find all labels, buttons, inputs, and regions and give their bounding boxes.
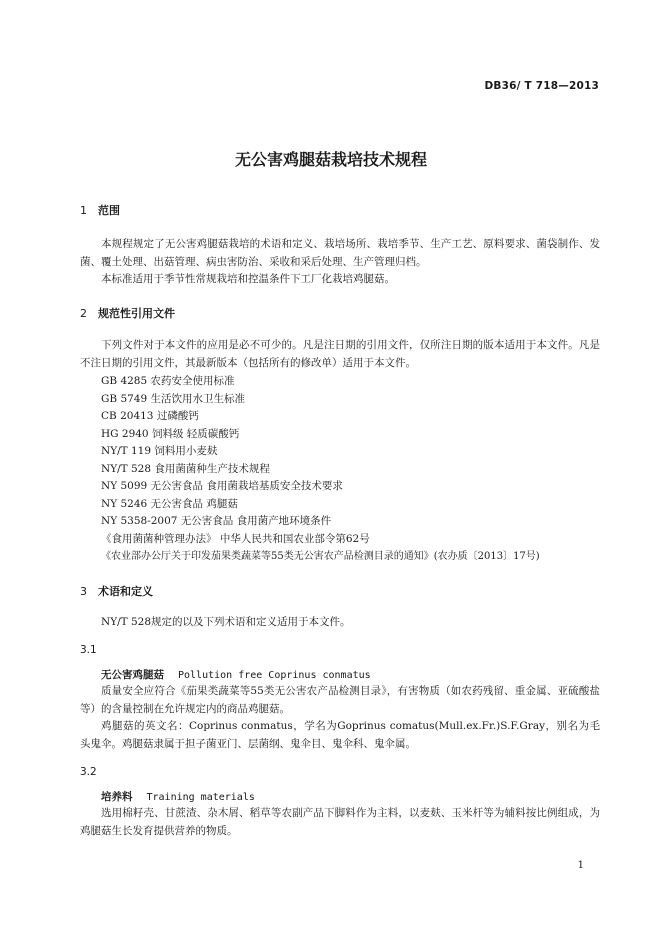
reference-item: GB 4285 农药安全使用标准 bbox=[101, 375, 235, 387]
page-number: 1 bbox=[577, 860, 584, 871]
section-3-heading bbox=[80, 583, 153, 599]
reference-item: GB 5749 生活饮用水卫生标准 bbox=[101, 392, 246, 405]
section-number: 3 bbox=[80, 585, 87, 598]
term-english: Training materials bbox=[146, 792, 255, 803]
term-3-1 bbox=[101, 667, 371, 682]
section-number: 1 bbox=[80, 204, 87, 217]
subsection-3-2-number: 3.2 bbox=[80, 766, 97, 778]
term-3-1-paragraph-2: 鸡腿菇的英文名：Coprinus conmatus，学名为Goprinus comatus(Mull.ex.Fr.)S.F.Gray，别名为毛头鬼伞。鸡腿菇隶属于担子菌亚门、层菌纲、鬼伞目、鬼伞科、鬼伞属。 bbox=[80, 720, 600, 750]
term-3-1-paragraph-1: 质量安全应符合《茄果类蔬菜等55类无公害农产品检测目录》，有害物质（如农药残留、重金属、亚硫酸盐等）的含量控制在允许规定内的商品鸡腿菇。 bbox=[80, 685, 600, 715]
section-2-heading bbox=[80, 305, 175, 321]
term-chinese: 培养料 bbox=[101, 791, 133, 803]
section-1-heading bbox=[80, 202, 120, 218]
section-title: 范围 bbox=[98, 204, 120, 217]
section-number: 2 bbox=[80, 307, 87, 320]
term-3-2-paragraph-1: 选用棉籽壳、甘蔗渣、杂木屑、稻草等农副产品下脚料作为主料，以麦麸、玉米杆等为辅料按比例组成，为鸡腿菇生长发育提供营养的物质。 bbox=[80, 807, 600, 837]
reference-item: HG 2940 饲料级 轻质碳酸钙 bbox=[101, 427, 240, 440]
reference-item: NY 5246 无公害食品 鸡腿菇 bbox=[101, 497, 238, 510]
section-1-paragraph-1: 本规程规定了无公害鸡腿菇栽培的术语和定义、栽培场所、栽培季节、生产工艺、原料要求、菌袋制作、发菌、覆土处理、出菇管理、病虫害防治、采收和采后处理、生产管理归档。 bbox=[80, 238, 600, 268]
section-title: 术语和定义 bbox=[98, 585, 153, 598]
document-title: 无公害鸡腿菇栽培技术规程 bbox=[234, 150, 427, 169]
term-3-2 bbox=[101, 789, 255, 804]
reference-item: NY/T 528 食用菌菌种生产技术规程 bbox=[101, 462, 270, 475]
reference-item: CB 20413 过磷酸钙 bbox=[101, 410, 199, 422]
reference-item: 《农业部办公厅关于印发茄果类蔬菜等55类无公害农产品检测目录的通知》(农办质〔2013〕17号) bbox=[101, 551, 540, 562]
term-english: Pollution free Coprinus conmatus bbox=[178, 670, 371, 681]
reference-item: NY/T 119 饲料用小麦麸 bbox=[101, 445, 218, 457]
section-3-intro: NY/T 528规定的以及下列术语和定义适用于本文件。 bbox=[101, 616, 351, 628]
reference-item: 《食用菌菌种管理办法》 中华人民共和国农业部令第62号 bbox=[101, 532, 370, 545]
section-2-intro: 下列文件对于本文件的应用是必不可少的。凡是注日期的引用文件，仅所注日期的版本适用于本文件。凡是不注日期的引用文件，其最新版本（包括所有的修改单）适用于本文件。 bbox=[80, 339, 600, 369]
subsection-3-1-number: 3.1 bbox=[80, 644, 97, 656]
section-1-paragraph-2: 本标准适用于季节性常规栽培和控温条件下工厂化栽培鸡腿菇。 bbox=[101, 273, 395, 285]
reference-item: NY 5358-2007 无公害食品 食用菌产地环境条件 bbox=[101, 515, 332, 527]
standard-code: DB36/ T 718—2013 bbox=[484, 80, 599, 92]
term-chinese: 无公害鸡腿菇 bbox=[101, 669, 164, 681]
reference-item: NY 5099 无公害食品 食用菌栽培基质安全技术要求 bbox=[101, 480, 343, 492]
reference-list bbox=[101, 373, 540, 566]
section-title: 规范性引用文件 bbox=[98, 307, 175, 320]
